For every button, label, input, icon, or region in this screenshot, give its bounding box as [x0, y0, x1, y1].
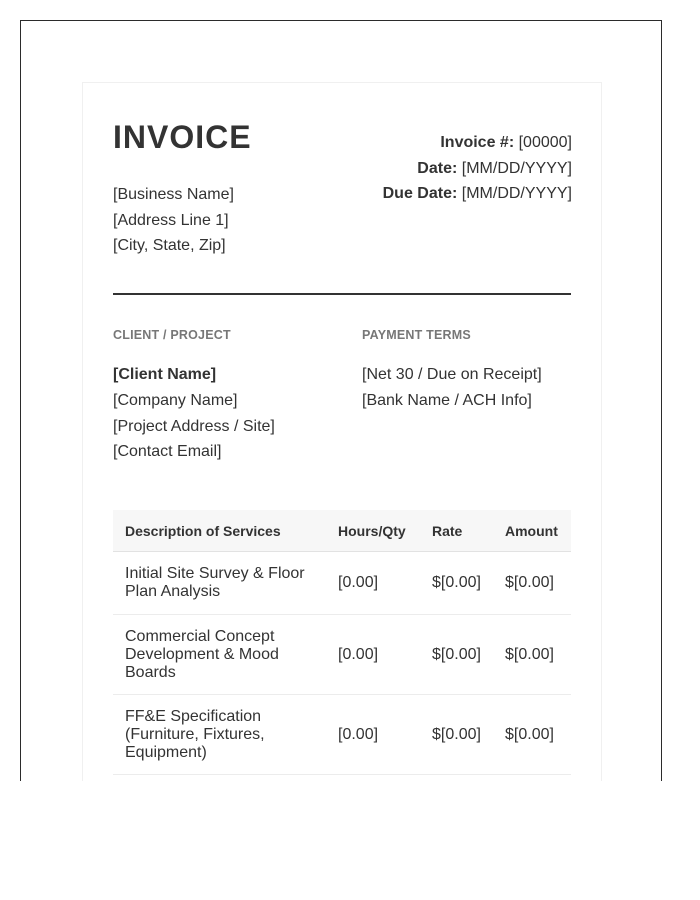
row-description: Initial Site Survey & Floor Plan Analysis — [113, 552, 326, 615]
client-section-label: CLIENT / PROJECT — [113, 328, 231, 342]
client-info — [113, 362, 275, 465]
row-qty: [0.00] — [326, 695, 420, 775]
header-qty: Hours/Qty — [326, 510, 420, 552]
client-email: [Contact Email] — [113, 443, 222, 461]
invoice-page — [82, 82, 602, 844]
invoice-number-label: Invoice #: — [440, 134, 515, 151]
table-header-row — [113, 510, 571, 552]
table-row — [113, 615, 571, 695]
invoice-date-row — [383, 156, 572, 182]
client-project-address: [Project Address / Site] — [113, 417, 275, 435]
business-address-line-1: [Address Line 1] — [113, 211, 229, 229]
payment-terms: [Net 30 / Due on Receipt] — [362, 366, 542, 383]
table-row — [113, 695, 571, 775]
row-description: Commercial Concept Development & Mood Boards — [113, 615, 326, 695]
row-description: FF&E Specification (Furniture, Fixtures, Equipment) — [113, 695, 326, 775]
business-city-state-zip: [City, State, Zip] — [113, 237, 226, 254]
due-date-value: [MM/DD/YYYY] — [461, 185, 572, 202]
invoice-number-value: [00000] — [518, 134, 572, 151]
row-amount: $[0.00] — [493, 695, 571, 775]
invoice-date-value: [MM/DD/YYYY] — [461, 159, 572, 177]
viewport-bottom-margin — [0, 781, 700, 900]
table-row — [113, 552, 571, 615]
invoice-number-row — [383, 130, 572, 156]
header-amount: Amount — [493, 510, 571, 552]
business-info — [113, 182, 234, 259]
header-rate: Rate — [420, 510, 493, 552]
row-qty: [0.00] — [326, 615, 420, 695]
row-rate: $[0.00] — [420, 615, 493, 695]
business-name: [Business Name] — [113, 186, 234, 203]
row-qty: [0.00] — [326, 552, 420, 615]
due-date-row — [383, 181, 572, 207]
row-amount: $[0.00] — [493, 552, 571, 615]
header-description: Description of Services — [113, 510, 326, 552]
client-company: [Company Name] — [113, 391, 238, 409]
row-rate: $[0.00] — [420, 552, 493, 615]
payment-bank: [Bank Name / ACH Info] — [362, 391, 532, 409]
invoice-meta — [383, 130, 572, 207]
row-rate: $[0.00] — [420, 695, 493, 775]
invoice-title: INVOICE — [113, 119, 252, 155]
invoice-date-label: Date: — [417, 159, 458, 177]
row-amount: $[0.00] — [493, 615, 571, 695]
header-divider — [113, 293, 571, 295]
document-viewport — [20, 20, 662, 802]
client-name: [Client Name] — [113, 366, 217, 383]
payment-info — [362, 362, 542, 414]
payment-section-label: PAYMENT TERMS — [362, 328, 471, 342]
due-date-label: Due Date: — [382, 185, 458, 202]
